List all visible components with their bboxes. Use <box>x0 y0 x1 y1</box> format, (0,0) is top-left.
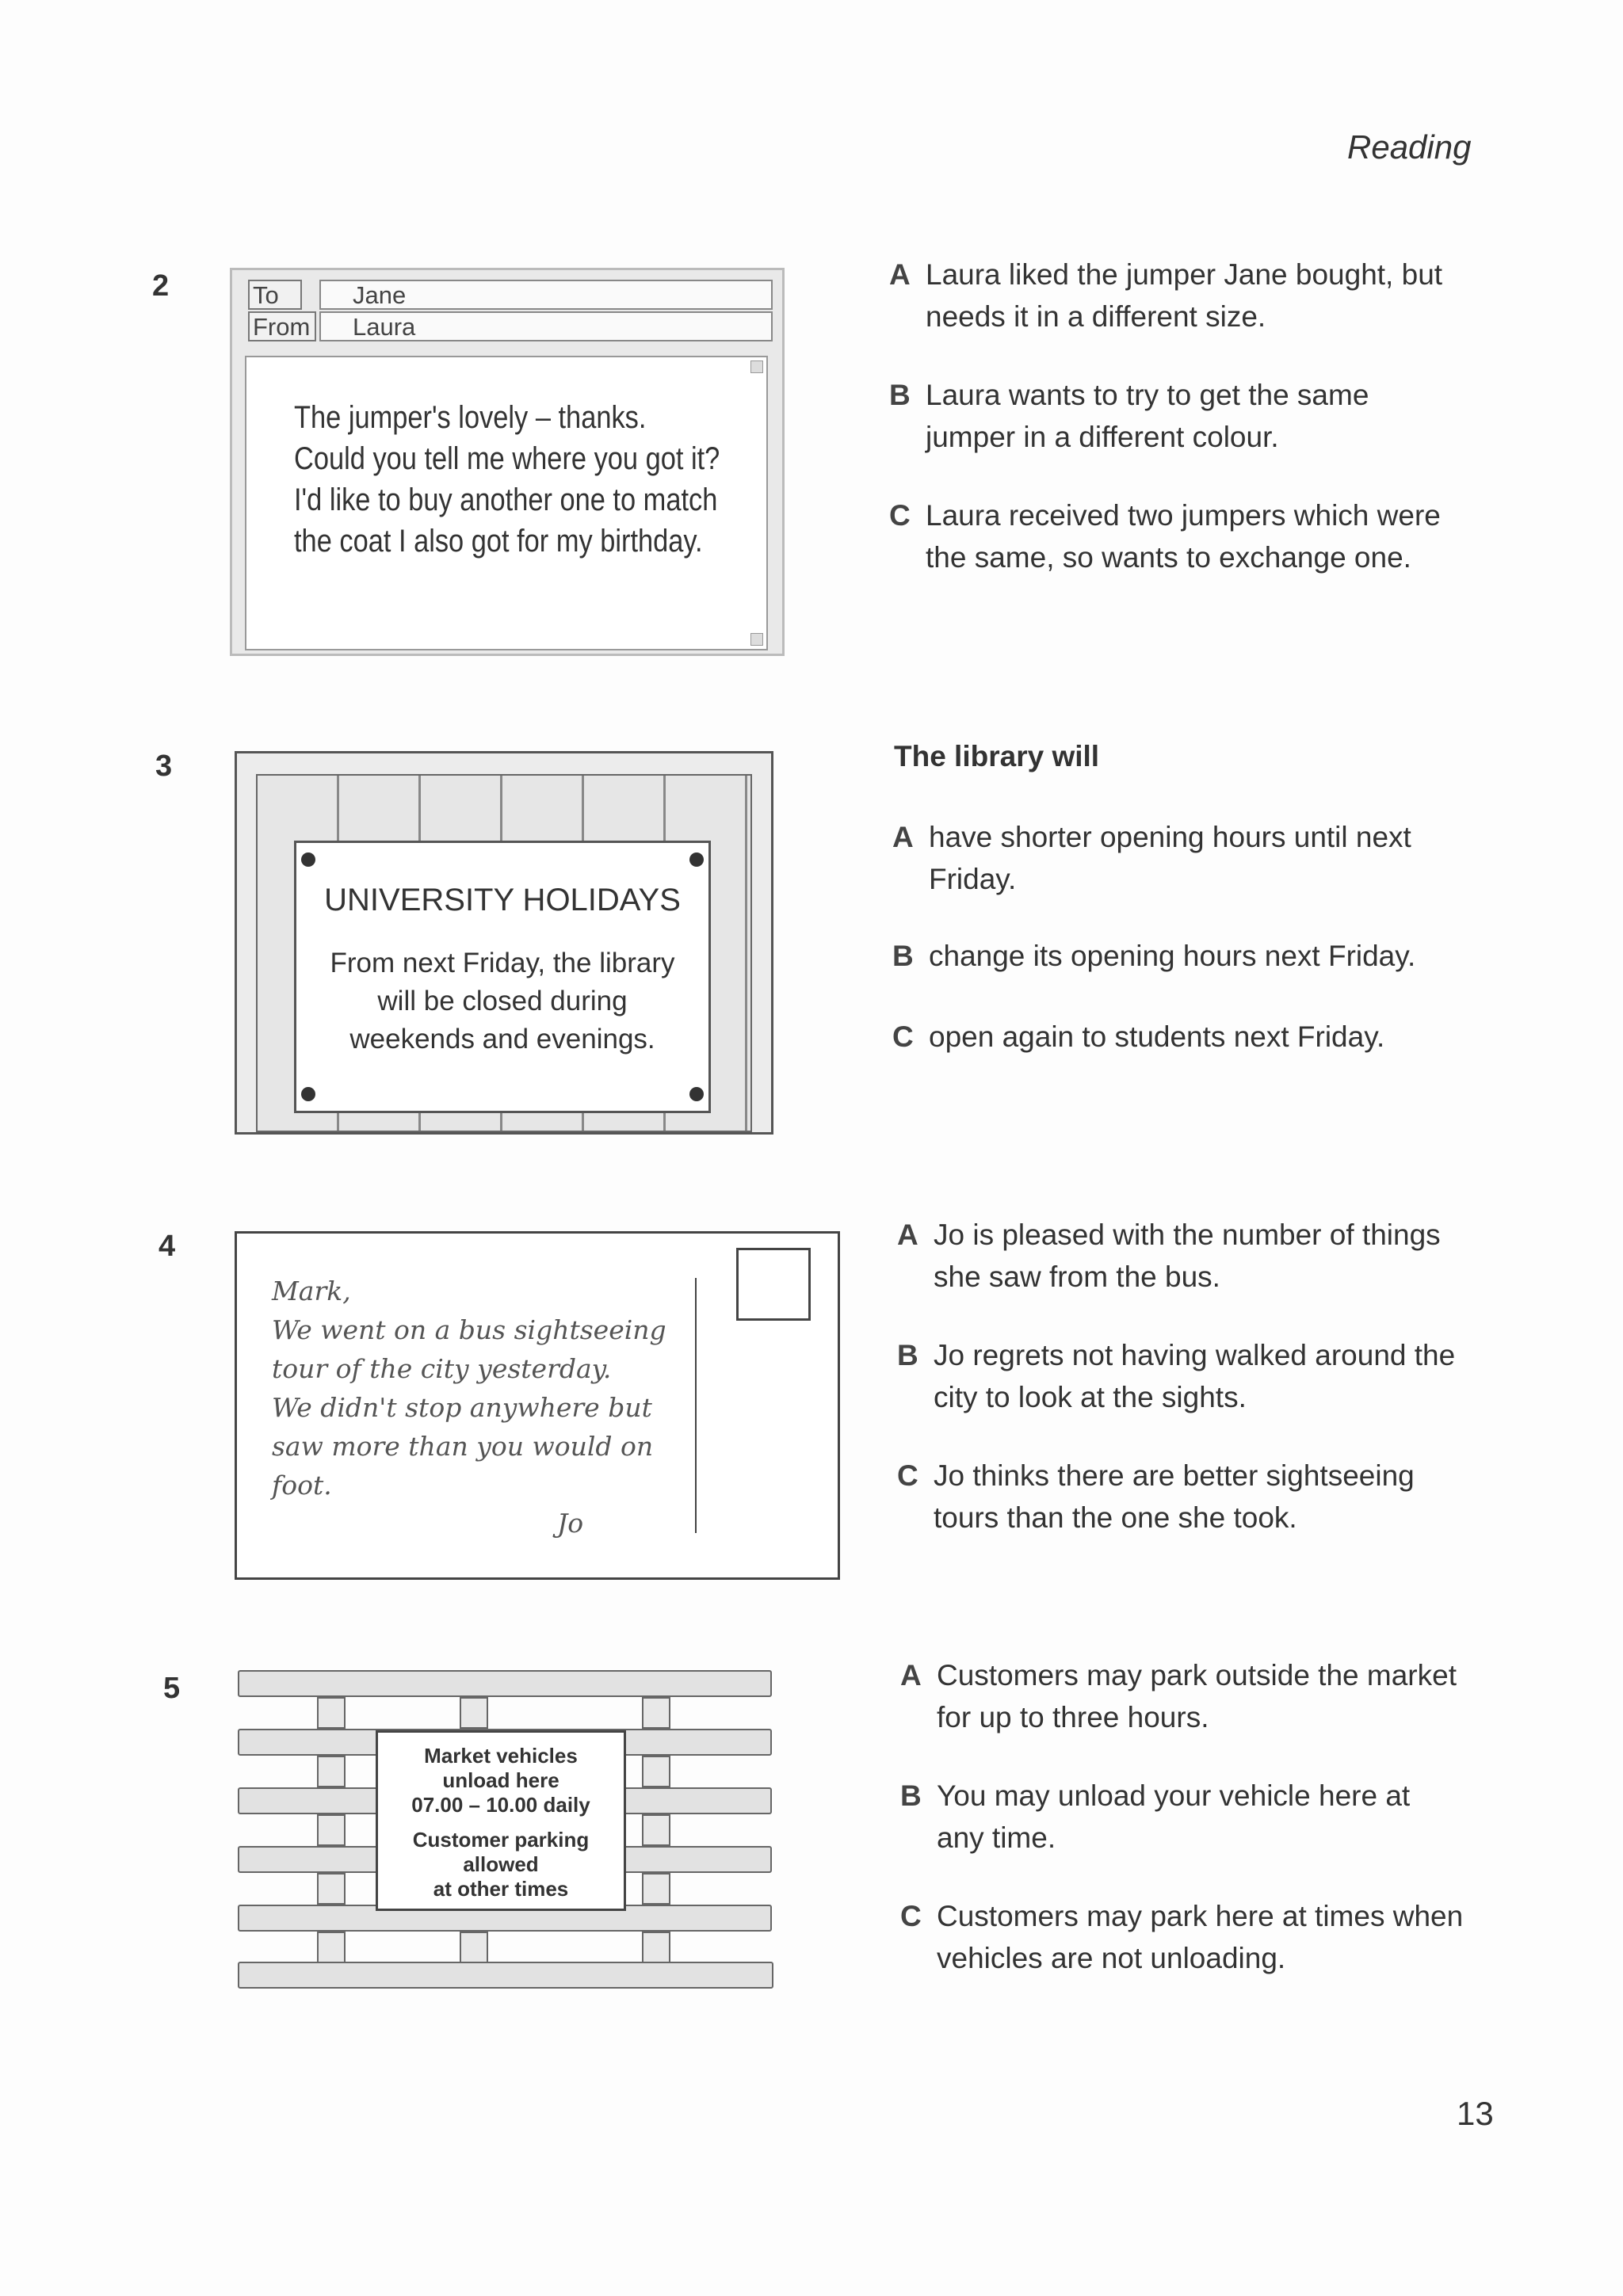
notice-sign <box>294 841 711 1113</box>
option-letter: B <box>892 940 914 972</box>
option-letter: A <box>892 821 914 853</box>
stamp-box <box>736 1248 811 1321</box>
pin-icon <box>301 852 315 867</box>
option-letter: C <box>900 1900 922 1932</box>
option-line: Friday. <box>929 863 1017 895</box>
wall-post <box>642 1814 670 1846</box>
option-line: Laura received two jumpers which were <box>926 499 1441 532</box>
postcard-line: Mark, <box>272 1276 351 1306</box>
wall-sign-image <box>238 1667 777 1992</box>
sign-line: at other times <box>433 1877 569 1901</box>
email-line: the coat I also got for my birthday. <box>294 524 703 559</box>
wall-post <box>460 1932 488 1963</box>
page-number: 13 <box>1457 2095 1494 2132</box>
option-letter: B <box>889 379 911 411</box>
option-line: jumper in a different colour. <box>926 421 1279 453</box>
option-a <box>892 816 1495 900</box>
question-stem: The library will <box>894 740 1100 772</box>
option-c <box>892 1016 1495 1058</box>
notice-board-image <box>235 751 773 1135</box>
question-number: 4 <box>158 1230 176 1263</box>
postcard-divider <box>695 1278 697 1533</box>
option-c <box>897 1455 1499 1539</box>
option-line: Customers may park here at times when <box>937 1900 1464 1932</box>
option-letter: B <box>897 1339 918 1371</box>
postcard-image <box>235 1231 840 1580</box>
wall-post <box>642 1756 670 1787</box>
scroll-up-icon <box>750 360 763 373</box>
email-to-label: To <box>248 280 302 310</box>
option-line: Laura liked the jumper Jane bought, but <box>926 258 1443 291</box>
option-line: vehicles are not unloading. <box>937 1942 1286 1974</box>
option-line: You may unload your vehicle here at <box>937 1779 1411 1812</box>
question-number: 5 <box>163 1672 181 1705</box>
section-header: Reading <box>1347 128 1472 166</box>
question-number: 3 <box>155 749 173 783</box>
wall-post <box>317 1697 346 1729</box>
option-letter: B <box>900 1779 922 1812</box>
option-letter: A <box>897 1219 918 1251</box>
wall-post <box>460 1697 488 1729</box>
postcard-line: saw more than you would on <box>272 1431 654 1462</box>
sign-line: Market vehicles <box>424 1744 578 1768</box>
option-b <box>892 935 1495 977</box>
email-from-label: From <box>248 311 316 341</box>
option-letter: A <box>900 1659 922 1691</box>
option-a <box>897 1214 1499 1298</box>
scroll-down-icon <box>750 633 763 646</box>
option-a <box>900 1654 1503 1738</box>
option-line: she saw from the bus. <box>934 1261 1220 1293</box>
sign-line: Customer parking <box>412 1828 590 1852</box>
option-line: Jo thinks there are better sightseeing <box>934 1459 1415 1492</box>
option-letter: C <box>892 1020 914 1053</box>
email-body <box>245 356 768 650</box>
email-from-field: Laura <box>319 311 773 341</box>
wall-post <box>317 1932 346 1963</box>
option-line: tours than the one she took. <box>934 1501 1297 1534</box>
wall-post <box>642 1697 670 1729</box>
notice-line: weekends and evenings. <box>349 1024 655 1055</box>
option-b <box>889 374 1491 458</box>
option-b <box>897 1334 1499 1418</box>
postcard-line: We didn't stop anywhere but <box>272 1392 652 1423</box>
option-line: for up to three hours. <box>937 1701 1209 1733</box>
option-line: have shorter opening hours until next <box>929 821 1411 853</box>
notice-line: will be closed during <box>377 986 628 1016</box>
option-b <box>900 1775 1503 1859</box>
question-number: 2 <box>152 269 170 303</box>
pin-icon <box>689 1087 704 1101</box>
pin-icon <box>301 1087 315 1101</box>
wall-post <box>642 1873 670 1905</box>
email-image <box>230 268 785 656</box>
postcard-signature: Jo <box>557 1508 584 1539</box>
option-line: change its opening hours next Friday. <box>929 940 1416 972</box>
option-letter: A <box>889 258 911 291</box>
email-line: Could you tell me where you got it? <box>294 441 720 476</box>
email-line: The jumper's lovely – thanks. <box>294 400 647 435</box>
wall-plank <box>238 1670 772 1697</box>
option-c <box>900 1895 1503 1979</box>
notice-title: UNIVERSITY HOLIDAYS <box>324 883 681 917</box>
postcard-line: We went on a bus sightseeing <box>272 1314 666 1345</box>
wall-post <box>317 1814 346 1846</box>
sign-line: unload here <box>442 1768 559 1792</box>
wall-post <box>317 1756 346 1787</box>
option-line: any time. <box>937 1821 1056 1854</box>
wall-plank <box>238 1962 773 1989</box>
option-letter: C <box>889 499 911 532</box>
option-line: Jo regrets not having walked around the <box>934 1339 1456 1371</box>
option-line: needs it in a different size. <box>926 300 1266 333</box>
notice-line: From next Friday, the library <box>330 948 675 978</box>
option-line: city to look at the sights. <box>934 1381 1247 1413</box>
postcard-line: tour of the city yesterday. <box>272 1353 612 1384</box>
email-to-field: Jane <box>319 280 773 310</box>
wall-post <box>317 1873 346 1905</box>
option-line: open again to students next Friday. <box>929 1020 1385 1053</box>
option-line: the same, so wants to exchange one. <box>926 541 1411 574</box>
wall-post <box>642 1932 670 1963</box>
option-line: Jo is pleased with the number of things <box>934 1219 1441 1251</box>
option-a <box>889 254 1491 338</box>
option-c <box>889 494 1491 578</box>
pin-icon <box>689 852 704 867</box>
sign-line: allowed <box>463 1852 539 1876</box>
option-line: Customers may park outside the market <box>937 1659 1457 1691</box>
postcard-line: foot. <box>272 1470 332 1501</box>
option-letter: C <box>897 1459 918 1492</box>
market-sign <box>376 1730 626 1911</box>
email-line: I'd like to buy another one to match <box>294 482 718 517</box>
option-line: Laura wants to try to get the same <box>926 379 1369 411</box>
sign-line: 07.00 – 10.00 daily <box>411 1793 590 1817</box>
